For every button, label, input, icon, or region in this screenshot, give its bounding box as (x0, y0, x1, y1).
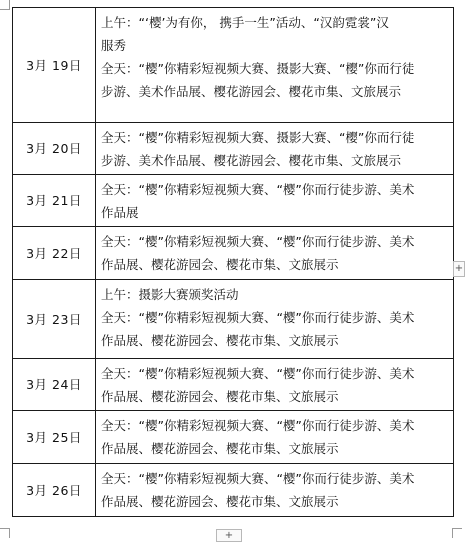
date-cell[interactable]: 3月 21日 (13, 175, 96, 227)
activity-line: 全天：“樱”你精彩短视频大赛、“樱”你而行徒步游、美术 (101, 182, 415, 197)
date-cell[interactable]: 3月 24日 (13, 359, 96, 411)
add-column-button[interactable]: + (453, 261, 465, 277)
activity-cell[interactable] (96, 411, 454, 464)
activity-line: 全天：“樱”你精彩短视频大赛、摄影大赛、“樱”你而行徒 (101, 130, 415, 145)
activity-line: 上午：摄影大赛颁奖活动 (101, 287, 239, 302)
activity-line: 作品展 (101, 205, 139, 220)
activity-line: 作品展、樱花游园会、樱花市集、文旅展示 (101, 441, 339, 456)
schedule-table (12, 7, 454, 517)
page-corner-mark-bottom-left (0, 528, 10, 538)
date-cell[interactable]: 3月 19日 (13, 8, 96, 123)
table-row (13, 8, 454, 123)
activity-line: 全天：“樱”你精彩短视频大赛、“樱”你而行徒步游、美术 (101, 471, 415, 486)
date-cell[interactable]: 3月 25日 (13, 411, 96, 464)
activity-cell[interactable] (96, 8, 454, 123)
activity-line: 服秀 (101, 38, 127, 53)
table-row (13, 280, 454, 359)
table-row (13, 175, 454, 227)
date-cell[interactable]: 3月 20日 (13, 123, 96, 175)
activity-cell[interactable] (96, 227, 454, 280)
table-row (13, 123, 454, 175)
add-row-button[interactable]: + (216, 529, 242, 542)
activity-line: 全天：“樱”你精彩短视频大赛、摄影大赛、“樱”你而行徒 (101, 61, 415, 76)
page-corner-mark-top-left (0, 0, 10, 10)
activity-line: 全天：“樱”你精彩短视频大赛、“樱”你而行徒步游、美术 (101, 366, 415, 381)
activity-line: 全天：“樱”你精彩短视频大赛、“樱”你而行徒步游、美术 (101, 418, 415, 433)
activity-line: 全天：“樱”你精彩短视频大赛、“樱”你而行徒步游、美术 (101, 310, 415, 325)
activity-line: 作品展、樱花游园会、樱花市集、文旅展示 (101, 333, 339, 348)
table-row (13, 411, 454, 464)
date-cell[interactable]: 3月 23日 (13, 280, 96, 359)
table-row (13, 464, 454, 517)
table-row (13, 359, 454, 411)
activity-cell[interactable] (96, 359, 454, 411)
page-corner-mark-bottom-right (452, 528, 462, 538)
activity-line: 作品展、樱花游园会、樱花市集、文旅展示 (101, 389, 339, 404)
activity-cell[interactable] (96, 280, 454, 359)
activity-line: 上午：“‘樱’为有你， 携手一生”活动、“汉韵霓裳”汉 (101, 15, 389, 30)
activity-cell[interactable] (96, 175, 454, 227)
table-row (13, 227, 454, 280)
date-cell[interactable]: 3月 26日 (13, 464, 96, 517)
activity-line: 作品展、樱花游园会、樱花市集、文旅展示 (101, 257, 339, 272)
activity-cell[interactable] (96, 464, 454, 517)
activity-line: 步游、美术作品展、樱花游园会、樱花市集、文旅展示 (101, 153, 402, 168)
activity-cell[interactable] (96, 123, 454, 175)
activity-line: 全天：“樱”你精彩短视频大赛、“樱”你而行徒步游、美术 (101, 234, 415, 249)
activity-line: 作品展、樱花游园会、樱花市集、文旅展示 (101, 494, 339, 509)
activity-line: 步游、美术作品展、樱花游园会、樱花市集、文旅展示 (101, 84, 402, 99)
date-cell[interactable]: 3月 22日 (13, 227, 96, 280)
